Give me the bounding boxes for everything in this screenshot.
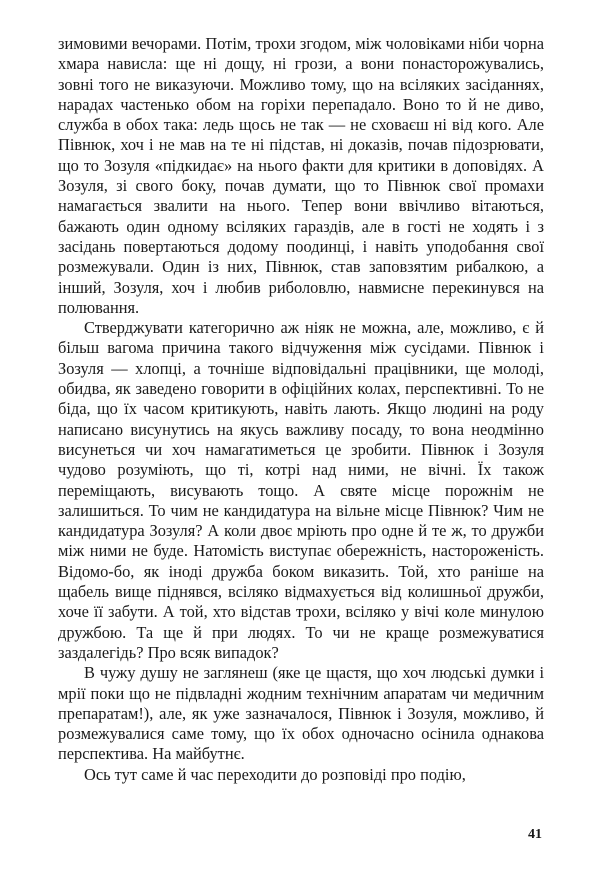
paragraph-3: В чужу душу не заглянеш (яке це щастя, що хоч людські думки і мрії поки що не підвладні жодним технічним апаратам чи медичним препаратам!), але, як уже зазначалося, Півнюк і Зозуля, можливо, й розмежувалися саме тому, що їх обох одночасно осінила однакова перспектива. На майбутнє. <box>58 663 544 764</box>
paragraph-1: зимовими вечорами. Потім, трохи згодом, між чоловіками ніби чорна хмара нависла: ще ні дощу, ні грози, а вони понасторожувались, зовні того не виказуючи. Можливо тому, що на всіляких засіданнях, нарадах частенько обом на горіхи перепадало. Воно то й не диво, служба в обох така: ледь щось не так — не сховаєш ні від кого. Але Півнюк, хоч і не мав на те ні підстав, ні доказів, почав підозрювати, що то Зозуля «підкидає» на нього факти для критики в доповідях. А Зозуля, зі свого боку, почав думати, що то Півнюк свої промахи намагається звалити на нього. Тепер вони ввічливо вітаються, бажають один одному всіляких гараздів, але в гості не ходять і з засідань повертаються додому поодинці, і навіть уподобання свої розмежували. Один із них, Півнюк, став заповзятим рибалкою, а інший, Зозуля, хоч і любив риболовлю, навмисне перекинувся на полювання. <box>58 34 544 317</box>
page-number: 41 <box>528 827 542 842</box>
paragraph-2: Стверджувати категорично аж ніяк не можна, але, можливо, є й більш вагома причина такого відчуження між сусідами. Півнюк і Зозуля — хлопці, а точніше відповідальні працівники, ще молоді, обидва, як заведено говорити в офіційних колах, перспективні. То не біда, що їх часом критикують, навіть лають. Якщо людині на роду написано висунутись на якусь важливу посаду, то вона неодмінно висунеться чи хоч намагатиметься це зробити. Півнюк і Зозуля чудово розуміють, що ті, котрі над ними, не вічні. Їх також переміщають, висувають тощо. А святе місце порожнім не залишиться. То чим не кандидатура на вільне місце Півнюк? Чим не кандидатура Зозуля? А коли двоє мріють про одне й те ж, то дружби між ними не буде. Натомість виступає обережність, настороженість. Відомо-бо, як іноді дружба боком виказить. Той, хто раніше на щабель вище піднявся, всіляко відмахується від колишньої дружби, хоче її забути. А той, хто відстав трохи, всіляко у вічі коле минулою дружбою. Та ще й при людях. То чи не краще розмежуватися заздалегідь? Про всяк випадок? <box>58 318 544 662</box>
page-body <box>58 34 544 785</box>
paragraph-4: Ось тут саме й час переходити до розповіді про подію, <box>84 764 466 784</box>
